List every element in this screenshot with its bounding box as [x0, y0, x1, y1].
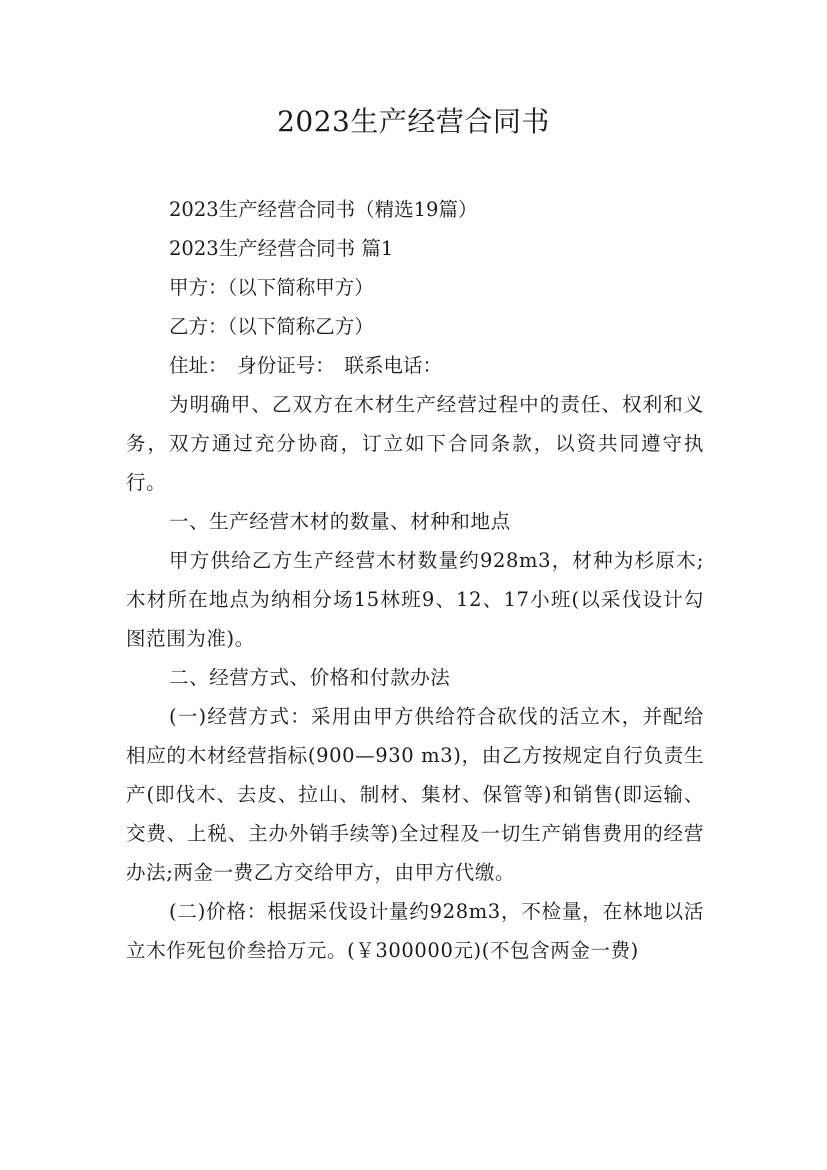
clause-1-paragraph: 甲方供给乙方生产经营木材数量约928m3，材种为杉原木;木材所在地点为纳相分场15林班9、12、17小班(以采伐设计勾图范围为准)。 [126, 549, 704, 650]
address-line: 住址： 身份证号： 联系电话： [169, 354, 443, 377]
heading-1: 一、生产经营木材的数量、材种和地点 [169, 510, 511, 533]
intro-paragraph: 为明确甲、乙双方在木材生产经营过程中的责任、权利和义务，双方通过充分协商，订立如下合同条款，以资共同遵守执行。 [126, 393, 704, 494]
heading-2: 二、经营方式、价格和付款办法 [169, 666, 451, 689]
clause-2-1-paragraph: (一)经营方式：采用由甲方供给符合砍伐的活立木，并配给相应的木材经营指标(900—930 m3)，由乙方按规定自行负责生产(即伐木、去皮、拉山、制材、集材、保管等)和销售(即运输、交费、上税、主办外销手续等)全过程及一切生产销售费用的经营办法;两金一费乙方交给甲方，由甲方代缴。 [126, 705, 704, 884]
party-a-line: 甲方：（以下简称甲方） [169, 276, 374, 299]
document-body [126, 190, 704, 970]
clause-2-2-paragraph: (二)价格：根据采伐设计量约928m3，不检量，在林地以活立木作死包价叁拾万元。(￥300000元)(不包含两金一费) [126, 900, 704, 962]
document-title: 2023生产经营合同书 [277, 105, 550, 138]
party-b-line: 乙方：（以下简称乙方） [169, 315, 374, 338]
subtitle-line: 2023生产经营合同书（精选19篇） [169, 198, 478, 221]
section-title-line: 2023生产经营合同书 篇1 [169, 237, 394, 260]
